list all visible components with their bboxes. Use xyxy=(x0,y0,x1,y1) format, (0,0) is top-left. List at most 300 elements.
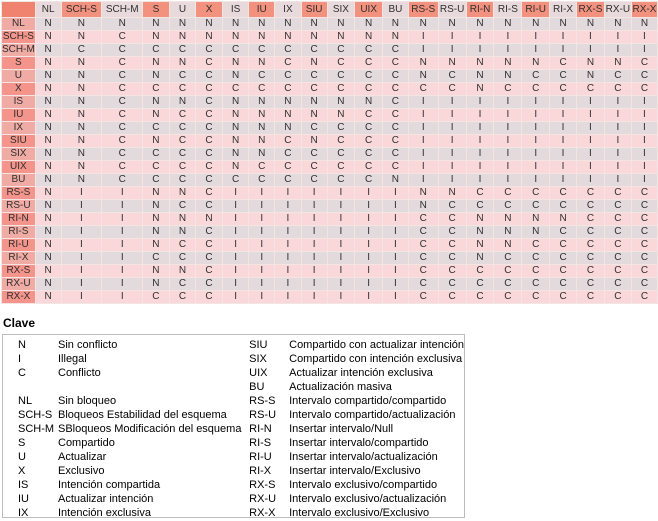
matrix-cell: N xyxy=(35,57,61,70)
matrix-col-header-RX-X: RX-X xyxy=(631,2,657,18)
matrix-cell: N xyxy=(61,109,102,122)
matrix-cell: C xyxy=(631,278,657,291)
legend-entry xyxy=(249,352,464,366)
legend-desc: Actualizar intención xyxy=(58,493,154,505)
matrix-col-header-NL: NL xyxy=(35,2,61,18)
matrix-cell: N xyxy=(143,96,170,109)
matrix-cell: N xyxy=(550,213,577,226)
matrix-cell: C xyxy=(169,161,196,174)
matrix-cell: I xyxy=(102,291,143,304)
matrix-cell: C xyxy=(301,174,327,187)
matrix-cell: N xyxy=(143,213,170,226)
matrix-cell: C xyxy=(196,278,223,291)
matrix-cell: N xyxy=(249,148,275,161)
matrix-cell: N xyxy=(222,70,249,83)
legend-desc: Bloqueos Estabilidad del esquema xyxy=(58,409,227,421)
matrix-cell: I xyxy=(631,96,657,109)
matrix-cell: I xyxy=(550,109,577,122)
matrix-cell: I xyxy=(408,135,438,148)
matrix-row-UIX xyxy=(2,161,658,174)
matrix-cell: C xyxy=(169,200,196,213)
matrix-cell: N xyxy=(196,18,223,31)
legend-code: NL xyxy=(18,395,33,407)
matrix-cell: I xyxy=(275,226,302,239)
matrix-cell: I xyxy=(61,252,102,265)
matrix-cell: C xyxy=(169,44,196,57)
matrix-cell: N xyxy=(61,174,102,187)
matrix-cell: C xyxy=(438,200,466,213)
matrix-cell: I xyxy=(576,31,604,44)
legend-code: C xyxy=(18,367,26,379)
legend-entry xyxy=(249,338,464,352)
matrix-cell: C xyxy=(550,200,577,213)
legend-desc: Intención compartida xyxy=(58,479,161,491)
matrix-cell: I xyxy=(631,109,657,122)
matrix-cell: I xyxy=(249,213,275,226)
matrix-cell: I xyxy=(604,161,631,174)
matrix-cell: C xyxy=(408,252,438,265)
matrix-cell: I xyxy=(102,239,143,252)
matrix-cell: C xyxy=(102,44,143,57)
matrix-row-IU xyxy=(2,109,658,122)
matrix-cell: C xyxy=(604,200,631,213)
matrix-cell: I xyxy=(604,122,631,135)
matrix-cell: I xyxy=(301,200,327,213)
lock-compatibility-matrix xyxy=(1,1,658,304)
matrix-cell: I xyxy=(222,252,249,265)
matrix-row-header-NL: NL xyxy=(2,18,36,31)
matrix-cell: N xyxy=(355,18,383,31)
matrix-cell: C xyxy=(631,291,657,304)
matrix-cell: I xyxy=(383,239,409,252)
matrix-cell: N xyxy=(301,96,327,109)
matrix-cell: N xyxy=(408,70,438,83)
matrix-cell: N xyxy=(35,96,61,109)
matrix-cell: I xyxy=(438,148,466,161)
matrix-row-header-SIU: SIU xyxy=(2,135,36,148)
matrix-cell: N xyxy=(35,200,61,213)
matrix-cell: I xyxy=(355,252,383,265)
matrix-cell: N xyxy=(143,31,170,44)
matrix-cell: C xyxy=(438,239,466,252)
matrix-row-X xyxy=(2,83,658,96)
matrix-cell: C xyxy=(631,252,657,265)
matrix-cell: C xyxy=(408,265,438,278)
matrix-cell: C xyxy=(631,57,657,70)
matrix-cell: I xyxy=(466,174,494,187)
matrix-cell: C xyxy=(196,187,223,200)
matrix-cell: C xyxy=(494,291,522,304)
legend-entry xyxy=(18,478,249,492)
legend-desc: Compartido con actualizar intención xyxy=(289,339,464,351)
legend-desc: Sin bloqueo xyxy=(58,395,117,407)
matrix-cell: I xyxy=(355,226,383,239)
matrix-cell: C xyxy=(466,200,494,213)
legend-desc: Intervalo exclusivo/Exclusivo xyxy=(289,507,430,519)
matrix-cell: C xyxy=(408,226,438,239)
matrix-cell: C xyxy=(494,200,522,213)
matrix-cell: I xyxy=(327,252,355,265)
page xyxy=(0,1,658,518)
matrix-cell: I xyxy=(438,135,466,148)
matrix-cell: I xyxy=(61,200,102,213)
legend-desc: Insertar intervalo/Exclusivo xyxy=(289,465,421,477)
matrix-cell: N xyxy=(143,135,170,148)
matrix-cell: C xyxy=(143,161,170,174)
matrix-cell: I xyxy=(327,239,355,252)
matrix-cell: C xyxy=(631,239,657,252)
matrix-cell: N xyxy=(35,135,61,148)
matrix-cell: C xyxy=(438,70,466,83)
matrix-cell: C xyxy=(355,122,383,135)
matrix-cell: N xyxy=(35,18,61,31)
matrix-cell: I xyxy=(383,252,409,265)
legend-entry xyxy=(249,366,464,380)
matrix-cell: I xyxy=(383,213,409,226)
matrix-cell: I xyxy=(249,226,275,239)
matrix-cell: C xyxy=(438,278,466,291)
matrix-cell: C xyxy=(604,265,631,278)
matrix-cell: I xyxy=(604,174,631,187)
matrix-cell: N xyxy=(522,18,550,31)
matrix-cell: I xyxy=(249,200,275,213)
legend-entry xyxy=(18,338,249,352)
legend-code: SCH-M xyxy=(18,423,55,435)
legend-code: SCH-S xyxy=(18,409,53,421)
matrix-cell: N xyxy=(222,109,249,122)
legend-desc: Compartido con intención exclusiva xyxy=(289,353,463,365)
matrix-cell: C xyxy=(550,70,577,83)
legend-desc: Actualización masiva xyxy=(289,381,392,393)
matrix-cell: I xyxy=(327,278,355,291)
matrix-body xyxy=(2,18,658,304)
matrix-cell: N xyxy=(196,213,223,226)
matrix-cell: N xyxy=(301,18,327,31)
matrix-row-header-BU: BU xyxy=(2,174,36,187)
matrix-cell: C xyxy=(604,278,631,291)
matrix-cell: I xyxy=(327,226,355,239)
legend-entry xyxy=(249,492,464,506)
matrix-cell: C xyxy=(143,122,170,135)
matrix-cell: C xyxy=(275,148,302,161)
matrix-cell: N xyxy=(169,96,196,109)
matrix-cell: N xyxy=(438,18,466,31)
matrix-cell: N xyxy=(61,96,102,109)
matrix-cell: C xyxy=(494,83,522,96)
matrix-cell: I xyxy=(301,252,327,265)
legend-entry xyxy=(18,380,249,394)
matrix-cell: I xyxy=(355,213,383,226)
matrix-cell: C xyxy=(327,44,355,57)
matrix-cell: C xyxy=(550,265,577,278)
matrix-cell: N xyxy=(466,57,494,70)
matrix-row-SIU xyxy=(2,135,658,148)
matrix-cell: C xyxy=(550,239,577,252)
matrix-cell: I xyxy=(275,200,302,213)
matrix-cell: N xyxy=(61,31,102,44)
matrix-cell: C xyxy=(169,252,196,265)
matrix-cell: N xyxy=(35,83,61,96)
matrix-cell: C xyxy=(102,161,143,174)
matrix-cell: C xyxy=(438,83,466,96)
matrix-cell: N xyxy=(35,213,61,226)
matrix-cell: N xyxy=(249,18,275,31)
matrix-cell: C xyxy=(196,83,223,96)
matrix-cell: I xyxy=(61,291,102,304)
matrix-cell: N xyxy=(143,57,170,70)
matrix-cell: I xyxy=(631,31,657,44)
matrix-cell: I xyxy=(466,96,494,109)
matrix-cell: C xyxy=(249,44,275,57)
legend-entry xyxy=(249,394,464,408)
legend-column-right xyxy=(249,338,464,517)
matrix-col-header-SIX: SIX xyxy=(327,2,355,18)
matrix-cell: C xyxy=(196,44,223,57)
legend-code: IX xyxy=(18,507,29,519)
matrix-cell: I xyxy=(249,252,275,265)
matrix-cell: C xyxy=(604,187,631,200)
matrix-row-header-X: X xyxy=(2,83,36,96)
matrix-cell: N xyxy=(275,96,302,109)
matrix-cell: C xyxy=(196,265,223,278)
matrix-cell: N xyxy=(35,187,61,200)
legend-desc: Intervalo exclusivo/actualización xyxy=(289,493,447,505)
legend-code: N xyxy=(18,339,26,351)
legend-desc: Insertar intervalo/actualización xyxy=(289,451,438,463)
matrix-cell: N xyxy=(522,57,550,70)
legend-desc: Conflicto xyxy=(58,367,101,379)
matrix-row-header-UIX: UIX xyxy=(2,161,36,174)
matrix-cell: C xyxy=(355,174,383,187)
matrix-cell: I xyxy=(494,135,522,148)
matrix-cell: C xyxy=(355,44,383,57)
matrix-cell: I xyxy=(102,226,143,239)
matrix-row-RI-U xyxy=(2,239,658,252)
matrix-cell: I xyxy=(102,252,143,265)
matrix-cell: C xyxy=(143,252,170,265)
legend-desc: Actualizar intención exclusiva xyxy=(289,367,433,379)
matrix-cell: N xyxy=(222,161,249,174)
matrix-cell: N xyxy=(61,161,102,174)
matrix-cell: C xyxy=(355,135,383,148)
matrix-cell: I xyxy=(438,161,466,174)
matrix-row-SCH-S xyxy=(2,31,658,44)
matrix-cell: C xyxy=(275,44,302,57)
matrix-cell: N xyxy=(169,18,196,31)
legend-entry xyxy=(249,380,464,394)
matrix-cell: C xyxy=(631,70,657,83)
matrix-header-row xyxy=(2,2,658,18)
matrix-cell: N xyxy=(61,135,102,148)
matrix-col-header-RI-X: RI-X xyxy=(550,2,577,18)
matrix-cell: C xyxy=(604,252,631,265)
matrix-cell: N xyxy=(576,70,604,83)
matrix-cell: I xyxy=(494,31,522,44)
matrix-cell: I xyxy=(522,148,550,161)
matrix-cell: C xyxy=(169,122,196,135)
legend-desc: Illegal xyxy=(58,353,87,365)
matrix-cell: C xyxy=(438,226,466,239)
matrix-cell: I xyxy=(275,252,302,265)
matrix-row-header-IU: IU xyxy=(2,109,36,122)
matrix-cell: I xyxy=(550,31,577,44)
matrix-cell: C xyxy=(576,226,604,239)
matrix-col-header-IU: IU xyxy=(249,2,275,18)
matrix-cell: C xyxy=(522,187,550,200)
matrix-cell: C xyxy=(522,265,550,278)
matrix-col-header-SCH-S: SCH-S xyxy=(61,2,102,18)
matrix-cell: C xyxy=(522,200,550,213)
matrix-cell: C xyxy=(196,57,223,70)
matrix-cell: C xyxy=(550,291,577,304)
matrix-cell: I xyxy=(576,161,604,174)
matrix-cell: C xyxy=(196,161,223,174)
matrix-cell: C xyxy=(550,83,577,96)
matrix-cell: C xyxy=(383,109,409,122)
matrix-cell: I xyxy=(222,200,249,213)
matrix-cell: C xyxy=(327,57,355,70)
matrix-cell: C xyxy=(169,239,196,252)
matrix-cell: I xyxy=(222,291,249,304)
matrix-cell: C xyxy=(196,239,223,252)
legend-desc: Intervalo exclusivo/compartido xyxy=(289,479,438,491)
matrix-cell: I xyxy=(355,200,383,213)
matrix-cell: C xyxy=(355,161,383,174)
matrix-cell: C xyxy=(604,213,631,226)
legend-column-left xyxy=(18,338,249,517)
matrix-row-header-SIX: SIX xyxy=(2,148,36,161)
matrix-cell: C xyxy=(196,252,223,265)
legend-entry xyxy=(18,366,249,380)
matrix-cell: I xyxy=(301,265,327,278)
matrix-cell: I xyxy=(494,122,522,135)
matrix-cell: N xyxy=(249,109,275,122)
matrix-cell: I xyxy=(522,174,550,187)
matrix-cell: I xyxy=(61,226,102,239)
matrix-cell: I xyxy=(327,187,355,200)
matrix-cell: I xyxy=(383,278,409,291)
matrix-cell: I xyxy=(576,174,604,187)
matrix-col-header-RI-U: RI-U xyxy=(522,2,550,18)
legend-entry xyxy=(249,422,464,436)
matrix-cell: I xyxy=(604,31,631,44)
matrix-cell: I xyxy=(522,161,550,174)
matrix-row-header-RI-N: RI-N xyxy=(2,213,36,226)
legend-code: IS xyxy=(18,479,29,491)
matrix-cell: I xyxy=(355,265,383,278)
matrix-cell: N xyxy=(61,18,102,31)
matrix-row-SIX xyxy=(2,148,658,161)
matrix-cell: I xyxy=(550,96,577,109)
matrix-cell: C xyxy=(275,57,302,70)
matrix-cell: C xyxy=(196,122,223,135)
matrix-cell: C xyxy=(102,148,143,161)
matrix-cell: C xyxy=(327,148,355,161)
matrix-cell: N xyxy=(494,57,522,70)
matrix-cell: I xyxy=(222,213,249,226)
matrix-row-U xyxy=(2,70,658,83)
matrix-cell: C xyxy=(143,148,170,161)
matrix-col-header-RI-S: RI-S xyxy=(494,2,522,18)
matrix-cell: I xyxy=(355,278,383,291)
matrix-cell: C xyxy=(102,174,143,187)
matrix-row-header-IS: IS xyxy=(2,96,36,109)
matrix-cell: N xyxy=(222,135,249,148)
legend-code: RX-X xyxy=(249,507,276,519)
matrix-cell: N xyxy=(466,18,494,31)
matrix-cell: I xyxy=(327,291,355,304)
matrix-cell: N xyxy=(35,148,61,161)
matrix-cell: I xyxy=(61,278,102,291)
matrix-row-RX-X xyxy=(2,291,658,304)
matrix-cell: C xyxy=(576,252,604,265)
matrix-cell: I xyxy=(466,109,494,122)
matrix-cell: C xyxy=(169,148,196,161)
matrix-cell: I xyxy=(466,44,494,57)
matrix-cell: C xyxy=(604,226,631,239)
matrix-cell: N xyxy=(222,31,249,44)
matrix-cell: N xyxy=(466,239,494,252)
matrix-cell: C xyxy=(438,252,466,265)
matrix-corner-cell xyxy=(2,2,36,18)
matrix-cell: C xyxy=(169,291,196,304)
matrix-cell: C xyxy=(275,70,302,83)
matrix-cell: I xyxy=(438,174,466,187)
matrix-cell: N xyxy=(169,57,196,70)
matrix-cell: I xyxy=(408,161,438,174)
legend-entry xyxy=(18,450,249,464)
matrix-cell: N xyxy=(102,18,143,31)
matrix-cell: C xyxy=(383,161,409,174)
matrix-cell: C xyxy=(408,278,438,291)
matrix-cell: C xyxy=(301,70,327,83)
matrix-cell: I xyxy=(355,187,383,200)
matrix-cell: N xyxy=(327,96,355,109)
matrix-cell: I xyxy=(576,109,604,122)
matrix-cell: N xyxy=(143,18,170,31)
matrix-cell: N xyxy=(494,213,522,226)
matrix-row-NL xyxy=(2,18,658,31)
matrix-cell: N xyxy=(550,18,577,31)
matrix-row-IX xyxy=(2,122,658,135)
matrix-cell: C xyxy=(408,213,438,226)
matrix-cell: C xyxy=(576,239,604,252)
matrix-row-IS xyxy=(2,96,658,109)
matrix-cell: N xyxy=(438,187,466,200)
matrix-cell: N xyxy=(576,18,604,31)
legend-desc: Exclusivo xyxy=(58,465,105,477)
matrix-cell: I xyxy=(576,122,604,135)
matrix-cell: I xyxy=(550,148,577,161)
legend-entry xyxy=(249,478,464,492)
legend-code: BU xyxy=(249,381,265,393)
matrix-cell: I xyxy=(355,291,383,304)
matrix-cell: C xyxy=(301,161,327,174)
matrix-cell: I xyxy=(466,148,494,161)
matrix-cell: C xyxy=(494,265,522,278)
matrix-cell: N xyxy=(466,70,494,83)
matrix-cell: N xyxy=(494,18,522,31)
matrix-cell: I xyxy=(102,265,143,278)
matrix-cell: C xyxy=(550,57,577,70)
matrix-cell: N xyxy=(143,187,170,200)
matrix-cell: I xyxy=(438,96,466,109)
matrix-cell: I xyxy=(275,213,302,226)
matrix-cell: N xyxy=(249,57,275,70)
matrix-cell: N xyxy=(35,278,61,291)
matrix-cell: C xyxy=(327,135,355,148)
matrix-cell: C xyxy=(249,70,275,83)
